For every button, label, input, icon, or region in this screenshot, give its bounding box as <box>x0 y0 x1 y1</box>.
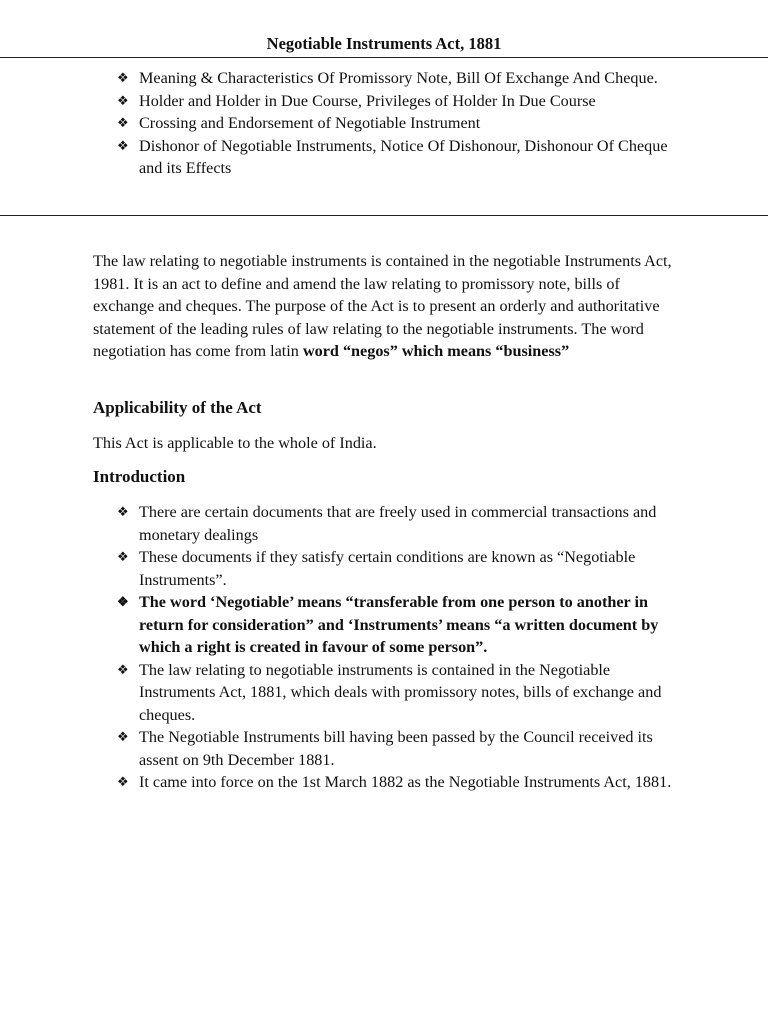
list-item-text: Dishonor of Negotiable Instruments, Notice Of Dishonour, Dishonour Of Cheque and its Effects <box>139 136 668 177</box>
diamond-bullet-icon: ❖ <box>117 549 129 564</box>
diamond-bullet-icon: ❖ <box>117 661 129 677</box>
list-item <box>117 659 677 727</box>
list-item <box>117 90 677 113</box>
diamond-bullet-icon: ❖ <box>117 774 129 789</box>
list-item <box>117 591 677 659</box>
list-item <box>117 112 677 135</box>
list-item <box>117 501 677 546</box>
list-item <box>117 135 677 180</box>
list-item-text: Crossing and Endorsement of Negotiable Instrument <box>139 114 481 132</box>
applicability-heading: Applicability of the Act <box>93 398 262 417</box>
list-item <box>117 546 677 591</box>
diamond-bullet-icon: ❖ <box>117 594 129 609</box>
applicability-text: This Act is applicable to the whole of India. <box>93 434 377 452</box>
diamond-bullet-icon: ❖ <box>117 115 129 130</box>
diamond-bullet-icon: ❖ <box>117 92 129 108</box>
list-item-text: There are certain documents that are freely used in commercial transactions and monetary dealings <box>139 503 657 544</box>
page-title: Negotiable Instruments Act, 1881 <box>266 34 502 53</box>
list-item-text: The Negotiable Instruments bill having been passed by the Council received its assent on 9th December 1881. <box>139 728 653 769</box>
intro-paragraph-text: The law relating to negotiable instruments is contained in the negotiable Instruments Act, 1981. It is an act to define and amend the law relating to promissory note, bills of exchange and cheques. The purpose of the Act is to present an orderly and authoritative statement of the leading rules of law relating to the negotiable instruments. The word negotiation has come from latin <box>93 252 672 361</box>
list-item-text: Meaning & Characteristics Of Promissory Note, Bill Of Exchange And Cheque. <box>139 69 658 87</box>
diamond-bullet-icon: ❖ <box>117 70 129 85</box>
list-item <box>117 726 677 771</box>
list-item-text: The word ‘Negotiable’ means “transferable from one person to another in return for consideration” and ‘Instruments’ means “a written document by which a right is created in favour of some person”. <box>139 593 659 656</box>
introduction-list <box>117 501 677 794</box>
list-item <box>117 771 677 794</box>
introduction-heading: Introduction <box>93 467 186 486</box>
diamond-bullet-icon: ❖ <box>117 729 129 744</box>
header-divider <box>0 57 768 58</box>
diamond-bullet-icon: ❖ <box>117 504 129 519</box>
intro-paragraph-bold-text: word “negos” which means “business” <box>302 342 570 361</box>
list-item-text: It came into force on the 1st March 1882 as the Negotiable Instruments Act, 1881. <box>139 773 672 791</box>
list-item-text: Holder and Holder in Due Course, Privileges of Holder In Due Course <box>139 91 596 110</box>
section-divider <box>0 215 768 216</box>
list-item-text: These documents if they satisfy certain conditions are known as “Negotiable Instruments”. <box>139 548 636 589</box>
diamond-bullet-icon: ❖ <box>117 137 129 153</box>
intro-paragraph <box>93 250 683 363</box>
list-item-text: The law relating to negotiable instruments is contained in the Negotiable Instruments Act, 1881, which deals with promissory notes, bills of exchange and cheques. <box>139 660 662 724</box>
topics-list <box>117 67 677 180</box>
list-item <box>117 67 677 90</box>
